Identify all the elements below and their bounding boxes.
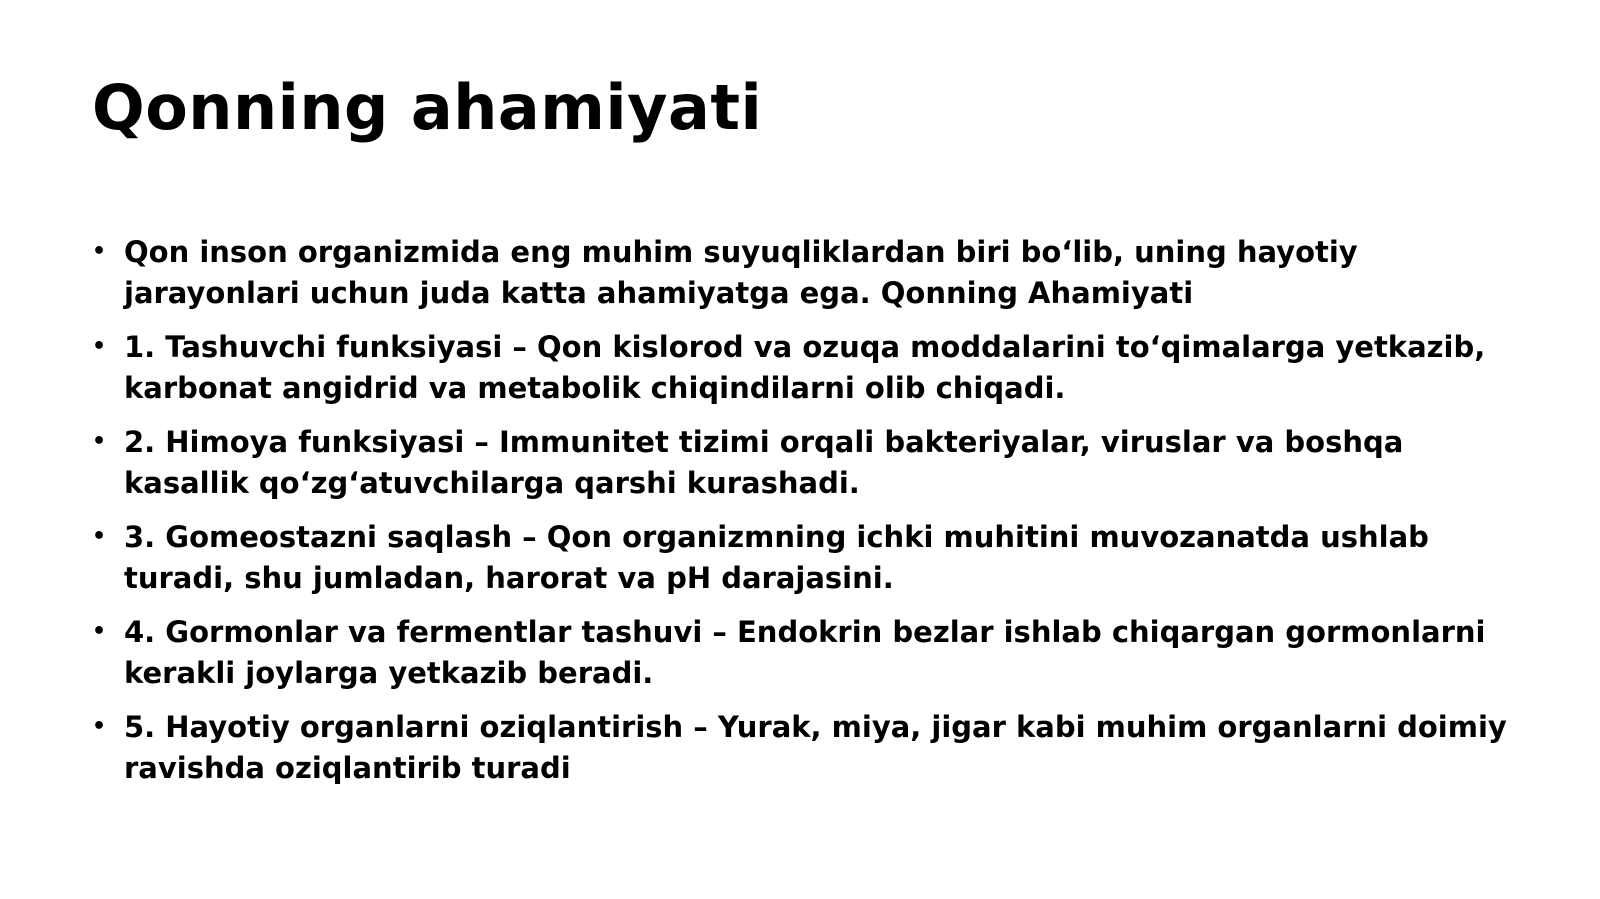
bullet-item-nourishment bbox=[92, 707, 1532, 788]
slide-title: Qonning ahamiyati bbox=[92, 71, 763, 144]
bullet-icon: • bbox=[92, 429, 107, 454]
bullet-text: 1. Tashuvchi funksiyasi – Qon kislorod va ozuqa moddalarini to‘qimalarga yetkazib, karbonat angidrid va metabolik chiqindilarni olib chiqadi. bbox=[124, 330, 1486, 405]
bullet-icon: • bbox=[92, 524, 107, 549]
bullet-icon: • bbox=[92, 714, 107, 739]
bullet-icon: • bbox=[92, 334, 107, 359]
bullet-item-homeostasis bbox=[92, 517, 1532, 598]
bullet-text: 3. Gomeostazni saqlash – Qon organizmning ichki muhitini muvozanatda ushlab turadi, shu jumladan, harorat va pH darajasini. bbox=[124, 520, 1429, 595]
bullet-item-transport bbox=[92, 327, 1532, 408]
bullet-text: Qon inson organizmida eng muhim suyuqliklardan biri bo‘lib, uning hayotiy jarayonlari uchun juda katta ahamiyatga ega. Qonning Ahamiyati bbox=[124, 235, 1358, 310]
bullet-icon: • bbox=[92, 239, 107, 264]
bullet-item-hormones bbox=[92, 612, 1532, 693]
bullet-icon: • bbox=[92, 619, 107, 644]
bullet-list bbox=[92, 232, 1532, 802]
bullet-text: 4. Gormonlar va fermentlar tashuvi – Endokrin bezlar ishlab chiqargan gormonlarni kerakli joylarga yetkazib beradi. bbox=[124, 615, 1486, 690]
bullet-item-intro bbox=[92, 232, 1532, 313]
bullet-text: 2. Himoya funksiyasi – Immunitet tizimi orqali bakteriyalar, viruslar va boshqa kasallik qo‘zg‘atuvchilarga qarshi kurashadi. bbox=[124, 425, 1404, 500]
bullet-item-protection bbox=[92, 422, 1532, 503]
bullet-text: 5. Hayotiy organlarni oziqlantirish – Yurak, miya, jigar kabi muhim organlarni doimiy ravishda oziqlantirib turadi bbox=[124, 710, 1507, 785]
